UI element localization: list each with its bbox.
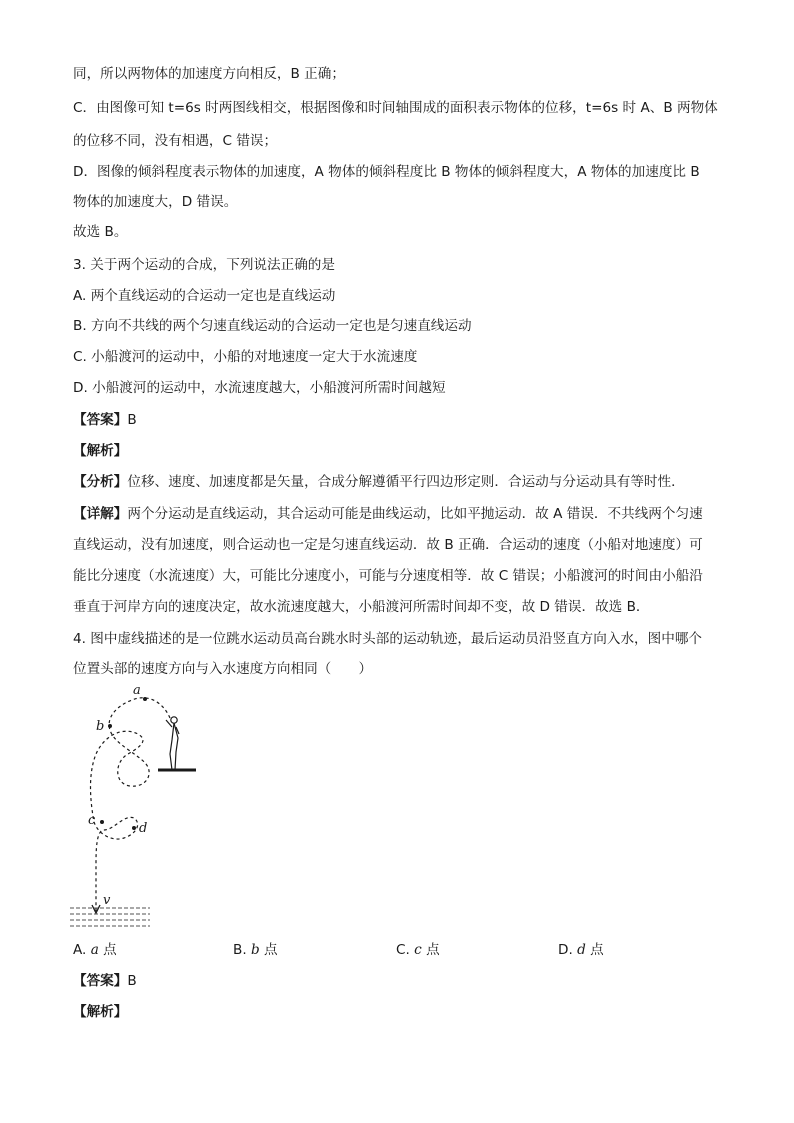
label-c: c bbox=[88, 813, 96, 828]
q3-xiangjie bbox=[73, 504, 733, 524]
fenxi-tag: 【分析】 bbox=[73, 474, 128, 490]
fenxi-text: 位移、速度、加速度都是矢量，合成分解遵循平行四边形定则．合运动与分运动具有等时性． bbox=[127, 474, 685, 490]
text-line: D．图像的倾斜程度表示物体的加速度，A 物体的倾斜程度比 B 物体的倾斜程度大，A 物体的加速度比 B bbox=[73, 164, 700, 180]
question-4-stem-cont: 位置头部的速度方向与入水速度方向相同（ ） bbox=[73, 661, 373, 677]
q3-fenxi bbox=[73, 472, 733, 492]
analysis-tag: 【解析】 bbox=[73, 443, 128, 459]
q4-option-b bbox=[233, 940, 278, 960]
q4-answer bbox=[73, 971, 733, 991]
analysis-tag: 【解析】 bbox=[73, 1004, 128, 1020]
option-prefix: D. bbox=[558, 942, 578, 958]
q3-option-a: A. 两个直线运动的合运动一定也是直线运动 bbox=[73, 288, 336, 304]
option-suffix: 点 bbox=[421, 942, 440, 958]
text-line: 故选 B。 bbox=[73, 224, 128, 240]
q3-option-c: C. 小船渡河的运动中，小船的对地速度一定大于水流速度 bbox=[73, 349, 418, 365]
water-surface bbox=[70, 908, 150, 926]
label-v: v bbox=[103, 893, 111, 908]
option-letter: b bbox=[250, 942, 260, 958]
xiangjie-text: 两个分运动是直线运动，其合运动可能是曲线运动，比如平抛运动．故 A 错误．不共线两个匀速 bbox=[127, 506, 703, 522]
option-letter: a bbox=[90, 942, 99, 958]
text-line: 的位移不同，没有相遇，C 错误； bbox=[73, 133, 278, 149]
point-c-marker bbox=[100, 820, 104, 824]
label-d: d bbox=[139, 821, 148, 836]
question-4-stem: 4. 图中虚线描述的是一位跳水运动员高台跳水时头部的运动轨迹，最后运动员沿竖直方向入水，图中哪个 bbox=[73, 631, 703, 647]
option-prefix: B. bbox=[233, 942, 251, 958]
option-suffix: 点 bbox=[259, 942, 278, 958]
q3-option-b: B. 方向不共线的两个匀速直线运动的合运动一定也是匀速直线运动 bbox=[73, 318, 472, 334]
text-line: 直线运动，没有加速度，则合运动也一定是匀速直线运动．故 B 正确．合运动的速度（小船对地速度）可 bbox=[73, 537, 703, 553]
text-line: 垂直于河岸方向的速度决定，故水流速度越大，小船渡河所需时间却不变，故 D 错误．故选 B． bbox=[73, 599, 650, 615]
q3-answer bbox=[73, 410, 733, 430]
q4-option-a bbox=[73, 940, 117, 960]
q3-option-d: D. 小船渡河的运动中，水流速度越大，小船渡河所需时间越短 bbox=[73, 380, 446, 396]
q4-option-c bbox=[396, 940, 440, 960]
point-a-marker bbox=[143, 697, 147, 701]
answer-tag: 【答案】 bbox=[73, 412, 128, 428]
answer-value: B bbox=[127, 973, 137, 989]
text-line: 能比分速度（水流速度）大，可能比分速度小，可能与分速度相等．故 C 错误；小船渡河的时间由小船沿 bbox=[73, 568, 703, 584]
answer-tag: 【答案】 bbox=[73, 973, 128, 989]
option-letter: d bbox=[577, 942, 586, 958]
diver-icon bbox=[166, 717, 179, 770]
xiangjie-tag: 【详解】 bbox=[73, 506, 128, 522]
label-b: b bbox=[96, 719, 105, 734]
answer-value: B bbox=[127, 412, 137, 428]
diver-trajectory-figure bbox=[66, 682, 206, 932]
option-prefix: C. bbox=[396, 942, 415, 958]
q4-option-d bbox=[558, 940, 604, 960]
option-suffix: 点 bbox=[585, 942, 604, 958]
text-line: 物体的加速度大，D 错误。 bbox=[73, 194, 238, 210]
q3-analysis-heading bbox=[73, 441, 733, 461]
point-b-marker bbox=[108, 724, 112, 728]
text-line: C．由图像可知 t=6s 时两图线相交，根据图像和时间轴围成的面积表示物体的位移，t=6s 时 A、B 两物体 bbox=[73, 100, 718, 116]
question-3-stem: 3. 关于两个运动的合成，下列说法正确的是 bbox=[73, 257, 335, 273]
text-line: 同，所以两物体的加速度方向相反，B 正确； bbox=[73, 66, 345, 82]
point-d-marker bbox=[132, 826, 136, 830]
option-letter: c bbox=[414, 942, 422, 958]
label-a: a bbox=[133, 683, 141, 698]
q4-analysis-heading bbox=[73, 1002, 733, 1022]
option-prefix: A. bbox=[73, 942, 91, 958]
option-suffix: 点 bbox=[98, 942, 117, 958]
